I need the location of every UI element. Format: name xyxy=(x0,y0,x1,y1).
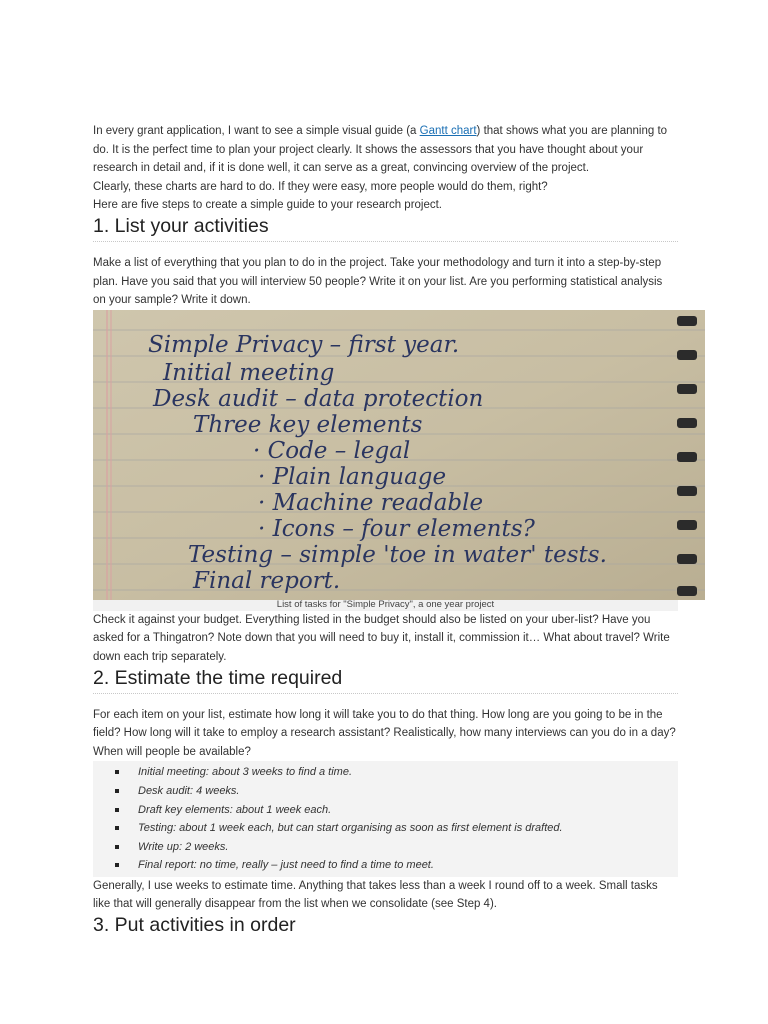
section-2-paragraph-2: Generally, I use weeks to estimate time. Anything that takes less than a week I round off to a week. Small tasks like that will generally disappear from the list when we consolidate (see Step 4). xyxy=(93,879,658,911)
section-1-paragraph-2: Check it against your budget. Everything listed in the budget should also be listed on your uber-list? Have you asked for a Thingatron? Note down that you will need to buy it, install it, commission it… What about travel? Write down each trip separately. xyxy=(93,613,670,663)
list-item xyxy=(93,763,678,782)
bullet-square-icon xyxy=(115,863,119,867)
list-item xyxy=(93,856,678,875)
intro-paragraph-3: Here are five steps to create a simple guide to your research project. xyxy=(93,199,443,212)
note-line-4: Three key elements xyxy=(193,411,423,438)
list-item xyxy=(93,838,678,857)
bullet-square-icon xyxy=(115,845,119,849)
list-item xyxy=(93,819,678,838)
section-3-heading: 3. Put activities in order xyxy=(93,914,296,937)
note-line-2: Initial meeting xyxy=(163,359,335,386)
intro-text-end: ) that shows what you are planning to do. It is the perfect time to plan your project clearly. It shows the assessors that you have thought about your research in detail and, if it is done well, it can serve as a great, convincing overview of the project. xyxy=(93,125,668,175)
section-1-heading: 1. List your activities xyxy=(93,215,678,242)
intro-text-start: In every grant application, I want to see a simple visual guide (a xyxy=(93,125,420,137)
list-item-text: Initial meeting: about 3 weeks to find a time. xyxy=(138,766,353,779)
list-item-text: Final report: no time, really – just need to find a time to meet. xyxy=(138,859,434,872)
section-2-heading: 2. Estimate the time required xyxy=(93,667,678,694)
section-2-paragraph-1: For each item on your list, estimate how long it will take you to do that thing. How long are you going to be in the field? How long will it take to employ a research assistant? Realistically, how many interviews can you do in a day? When will people be available? xyxy=(93,708,676,758)
note-line-1: Simple Privacy – first year. xyxy=(148,331,460,358)
bullet-square-icon xyxy=(115,770,119,774)
notes-figure xyxy=(93,310,678,611)
list-item-text: Write up: 2 weeks. xyxy=(138,840,229,853)
intro-paragraph-1 xyxy=(93,122,678,178)
list-item xyxy=(93,782,678,801)
bullet-square-icon xyxy=(115,826,119,830)
list-item-text: Testing: about 1 week each, but can start organising as soon as first element is drafted. xyxy=(138,822,563,835)
figure-caption: List of tasks for "Simple Privacy", a one year project xyxy=(93,599,678,611)
note-line-8: · Icons – four elements? xyxy=(258,515,535,542)
note-line-6: · Plain language xyxy=(258,463,447,490)
intro-paragraph-2: Clearly, these charts are hard to do. If they were easy, more people would do them, right? xyxy=(93,180,548,193)
list-item xyxy=(93,801,678,820)
time-estimate-list xyxy=(93,761,678,877)
article xyxy=(93,122,678,940)
note-line-10: Final report. xyxy=(193,567,341,594)
section-1-paragraph-1: Make a list of everything that you plan to do in the project. Take your methodology and turn it into a step-by-step plan. Have you said that you will interview 50 people? Write it on your list. Are you performing statistical analysis on your sample? Write it down. xyxy=(93,256,663,307)
list-item-text: Desk audit: 4 weeks. xyxy=(138,784,240,797)
gantt-chart-link[interactable]: Gantt chart xyxy=(419,125,477,137)
note-line-7: · Machine readable xyxy=(258,489,484,516)
list-item-text: Draft key elements: about 1 week each. xyxy=(138,803,332,816)
note-line-9: Testing – simple 'toe in water' tests. xyxy=(188,541,607,568)
handwritten-notes-photo xyxy=(93,310,705,600)
note-line-5: · Code – legal xyxy=(253,437,411,464)
bullet-square-icon xyxy=(115,808,119,812)
bullet-square-icon xyxy=(115,789,119,793)
note-line-3: Desk audit – data protection xyxy=(153,385,484,412)
